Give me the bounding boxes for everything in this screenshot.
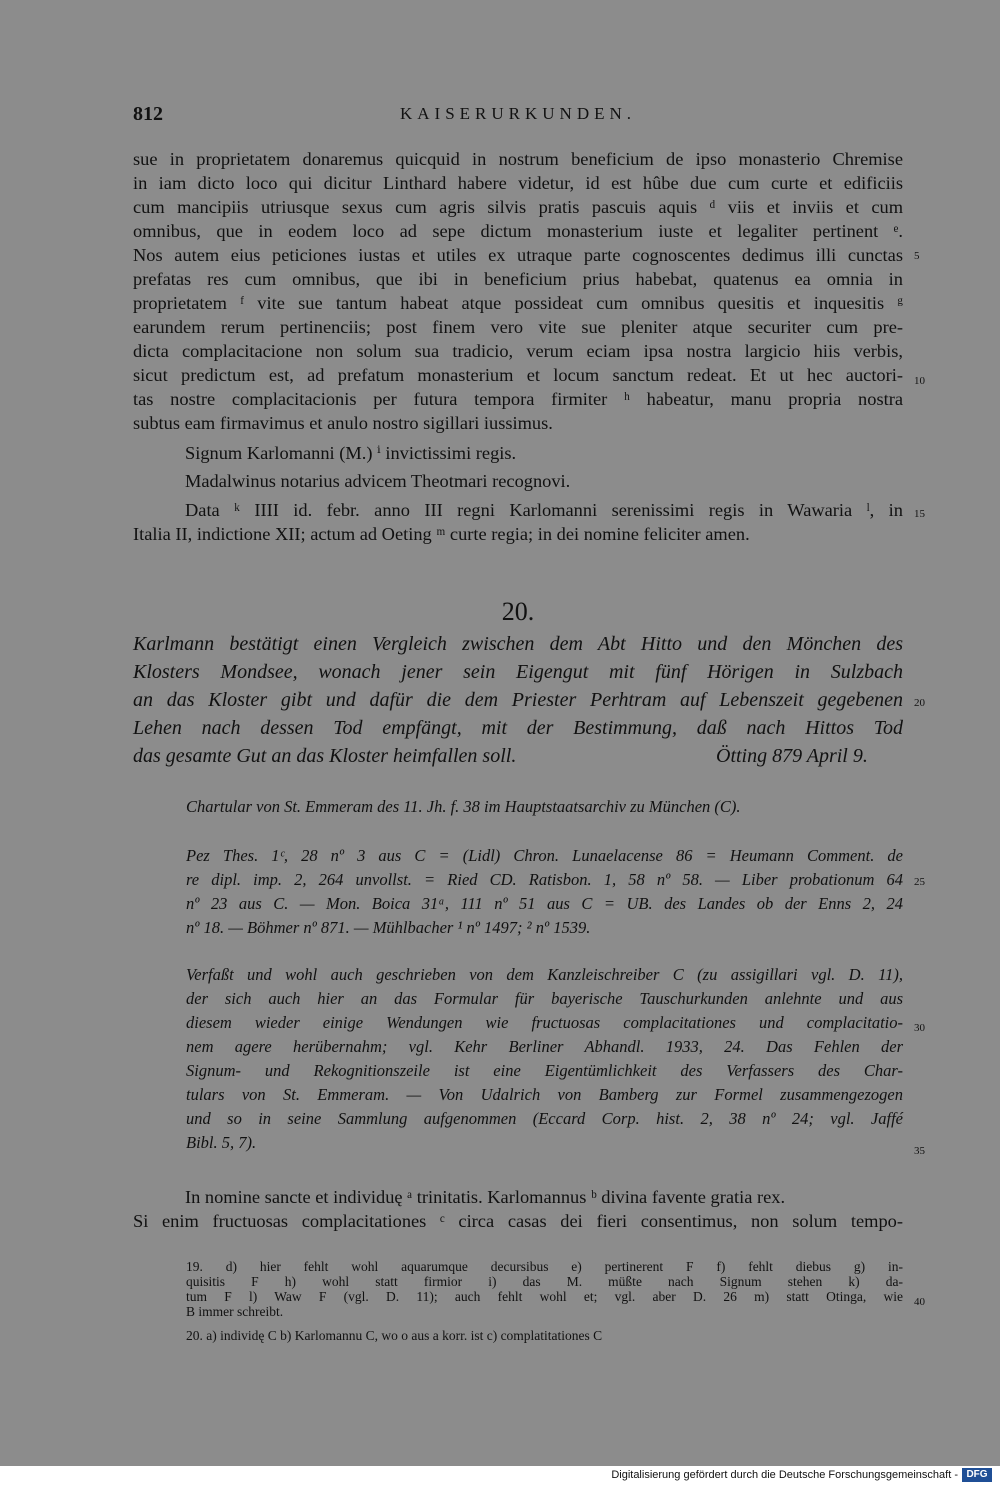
footnote-line: 20. a) individę C b) Karlomannu C, wo o aus a korr. ist c) complatitationes C [186, 1328, 603, 1343]
footnote-line: tum F l) Waw F (vgl. D. 11); auch fehlt wohl et; vgl. aber D. 26 m) statt Otinga, wie [186, 1289, 903, 1304]
document-number: 20. [501, 597, 535, 626]
line-number: 40 [914, 1296, 925, 1308]
regest-line: das gesamte Gut an das Kloster heimfallen soll. [133, 745, 517, 767]
regest-date: Ötting 879 April 9. [716, 745, 868, 767]
page-header [133, 103, 903, 127]
text-line: dicta complacitacione non solum sua tradicio, verum eciam ipsa nostra largicio hiis verbis, [133, 341, 903, 361]
text-line: cum mancipiis utriusque sexus cum agris silvis pratis pascuis aquis ᵈ viis et inviis et cum [133, 197, 903, 217]
recognition-line: Madalwinus notarius advicem Theotmari recognovi. [185, 471, 571, 491]
dating-line: Data ᵏ IIII id. febr. anno III regni Karlomanni serenissimi regis in Wawaria ˡ, in [185, 500, 903, 520]
text-line: prefatas res cum omnibus, que ibi in beneficium prius habebat, quatenus ea omnia in [133, 269, 903, 289]
editions-line: re dipl. imp. 2, 264 unvollst. = Ried CD. Ratisbon. 1, 58 nº 58. — Liber probationum 64 [186, 870, 903, 889]
line-number: 30 [914, 1022, 925, 1034]
text-line: subtus eam firmavimus et anulo nostro sigillari iussimus. [133, 413, 553, 433]
line-number: 5 [914, 250, 920, 262]
footnote-line: quisitis F h) wohl statt firmior i) das M. müßte nach Signum stehen k) da- [186, 1274, 903, 1289]
funding-notice: Digitalisierung gefördert durch die Deutsche Forschungsgemeinschaft - [611, 1469, 958, 1481]
page-number: 812 [133, 103, 163, 125]
text-line: sue in proprietatem donaremus quicquid in nostrum beneficium de ipso monasterio Chremise [133, 149, 903, 169]
tradition-line: Chartular von St. Emmeram des 11. Jh. f. 38 im Hauptstaatsarchiv zu München (C). [186, 797, 741, 816]
running-title: KAISERURKUNDEN. [399, 104, 637, 123]
commentary-line: Verfaßt und wohl auch geschrieben von dem Kanzleischreiber C (zu assigillari vgl. D. 11), [186, 965, 903, 984]
editions-line: nº 23 aus C. — Mon. Boica 31ᵃ, 111 nº 51 aus C = UB. des Landes ob der Enns 2, 24 [186, 894, 903, 913]
dating-line: Italia II, indictione XII; actum ad Oeting ᵐ curte regia; in dei nomine feliciter amen. [133, 524, 750, 544]
commentary-line: nem agere herübernahm; vgl. Kehr Berliner Abhandl. 1933, 24. Das Fehlen der [186, 1037, 903, 1056]
commentary-line: Bibl. 5, 7). [186, 1133, 257, 1152]
regest-line: Karlmann bestätigt einen Vergleich zwischen dem Abt Hitto und den Mönchen des [133, 633, 903, 655]
text-line: earundem rerum pertinenciis; post finem vero vite sue pleniter atque securiter cum pre- [133, 317, 903, 337]
text-line: tas nostre complacitacionis per futura tempora firmiter ʰ habeatur, manu propria nostra [133, 389, 903, 409]
footnote-line: B immer schreibt. [186, 1304, 284, 1319]
commentary-line: der sich auch hier an das Formular für bayerische Tauschurkunden anlehnte und aus [186, 989, 903, 1008]
line-number: 20 [914, 697, 925, 709]
line-number: 15 [914, 508, 925, 520]
line-number: 25 [914, 876, 925, 888]
commentary-line: diesem wieder einige Wendungen wie fructuosas complacitationes und complacitatio- [186, 1013, 903, 1032]
signum-line: Signum Karlomanni (M.) ⁱ invictissimi regis. [185, 443, 517, 463]
commentary-line: und so in seine Sammlung aufgenommen (Eccard Corp. hist. 2, 38 nº 24; vgl. Jaffé [186, 1109, 903, 1128]
regest-line: an das Kloster gibt und dafür die dem Priester Perhtram auf Lebenszeit gegebenen [133, 689, 903, 711]
text-line: Nos autem eius peticiones iustas et utiles ex utraque parte cognoscentes dedimus illi cunctas [133, 245, 903, 265]
invocation-line: In nomine sancte et individuę ᵃ trinitatis. Karlomannus ᵇ divina favente gratia rex. [185, 1187, 786, 1207]
text-line: sicut predictum est, ad prefatum monasterium et locum sanctum redeat. Et ut hec auctori- [133, 365, 903, 385]
footnote-line: 19. d) hier fehlt wohl aquarumque decursibus e) pertinerent F f) fehlt diebus g) in- [186, 1259, 903, 1274]
editions-line: nº 18. — Böhmer nº 871. — Mühlbacher ¹ nº 1497; ² nº 1539. [186, 918, 591, 937]
text-line: proprietatem ᶠ vite sue tantum habeat atque possideat cum omnibus quesitis et inquesitis ᵍ [133, 293, 903, 313]
commentary-line: tulars von St. Emmeram. — Von Udalrich von Bamberg zur Formel zusammengezogen [186, 1085, 903, 1104]
regest-line: Lehen nach dessen Tod empfängt, mit der Bestimmung, daß nach Hittos Tod [133, 717, 903, 739]
text-line: Si enim fructuosas complacitationes ᶜ circa casas dei fieri consentimus, non solum tempo- [133, 1211, 903, 1231]
commentary-line: Signum- und Rekognitionszeile ist eine Eigentümlichkeit des Verfassers des Char- [186, 1061, 903, 1080]
editions-line: Pez Thes. 1ᶜ, 28 nº 3 aus C = (Lidl) Chron. Lunaelacense 86 = Heumann Comment. de [186, 846, 903, 865]
text-line: in iam dicto loco qui dicitur Linthard habere videtur, id est hûbe due cum curte et edificiis [133, 173, 903, 193]
regest-line: Klosters Mondsee, wonach jener sein Eigengut mit fünf Hörigen in Sulzbach [133, 661, 903, 683]
dfg-logo: DFG [962, 1468, 992, 1482]
line-number: 35 [914, 1145, 925, 1157]
text-line: omnibus, que in eodem loco ad sepe dictum monasterium iuste et legaliter pertinent ᵉ. [133, 221, 903, 241]
line-number: 10 [914, 375, 925, 387]
